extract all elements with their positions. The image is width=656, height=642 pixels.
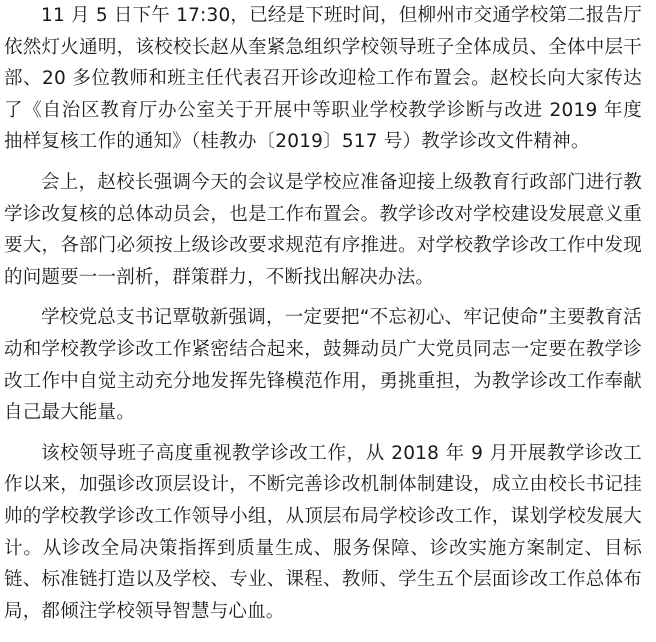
paragraph: 学校党总支书记覃敬新强调，一定要把“不忘初心、牢记使命”主要教育活动和学校教学诊改工作紧密结合起来，鼓舞动员广大党员同志一定要在教学诊改工作中自觉主动充分地发挥先锋模范作用，勇挑重担，为教学诊改工作奉献自己最大能量。 xyxy=(4,307,642,424)
paragraph: 该校领导班子高度重视教学诊改工作，从 2018 年 9 月开展教学诊改工作以来，加强诊改顶层设计，不断完善诊改机制体制建设，成立由校长书记挂帅的学校教学诊改工作领导小组，从顶层布局学校诊改工作，谋划学校发展大计。从诊改全局决策指挥到质量生成、服务保障、诊改实施方案制定、目标链、标准链打造以及学校、专业、课程、教师、学生五个层面诊改工作总体布局，都倾注学校领导智慧与心血。 xyxy=(4,442,642,622)
paragraph: 会上，赵校长强调今天的会议是学校应准备迎接上级教育行政部门进行教学诊改复核的总体动员会，也是工作布置会。教学诊改对学校建设发展意义重要大，各部门必须按上级诊改要求规范有序推进。对学校教学诊改工作中发现的问题要一一剖析，群策群力，不断找出解决办法。 xyxy=(4,171,642,288)
paragraph: 11 月 5 日下午 17:30，已经是下班时间，但柳州市交通学校第二报告厅依然灯火通明，该校校长赵从奎紧急组织学校领导班子全体成员、全体中层干部、20 多位教师和班主任代表召开诊改迎检工作布置会。赵校长向大家传达了《自治区教育厅办公室关于开展中等职业学校教学诊断与改进 2019 年度抽样复核工作的通知》（桂教办〔2019〕517 号）教学诊改文件精神。 xyxy=(4,5,642,153)
article-body xyxy=(4,0,642,636)
